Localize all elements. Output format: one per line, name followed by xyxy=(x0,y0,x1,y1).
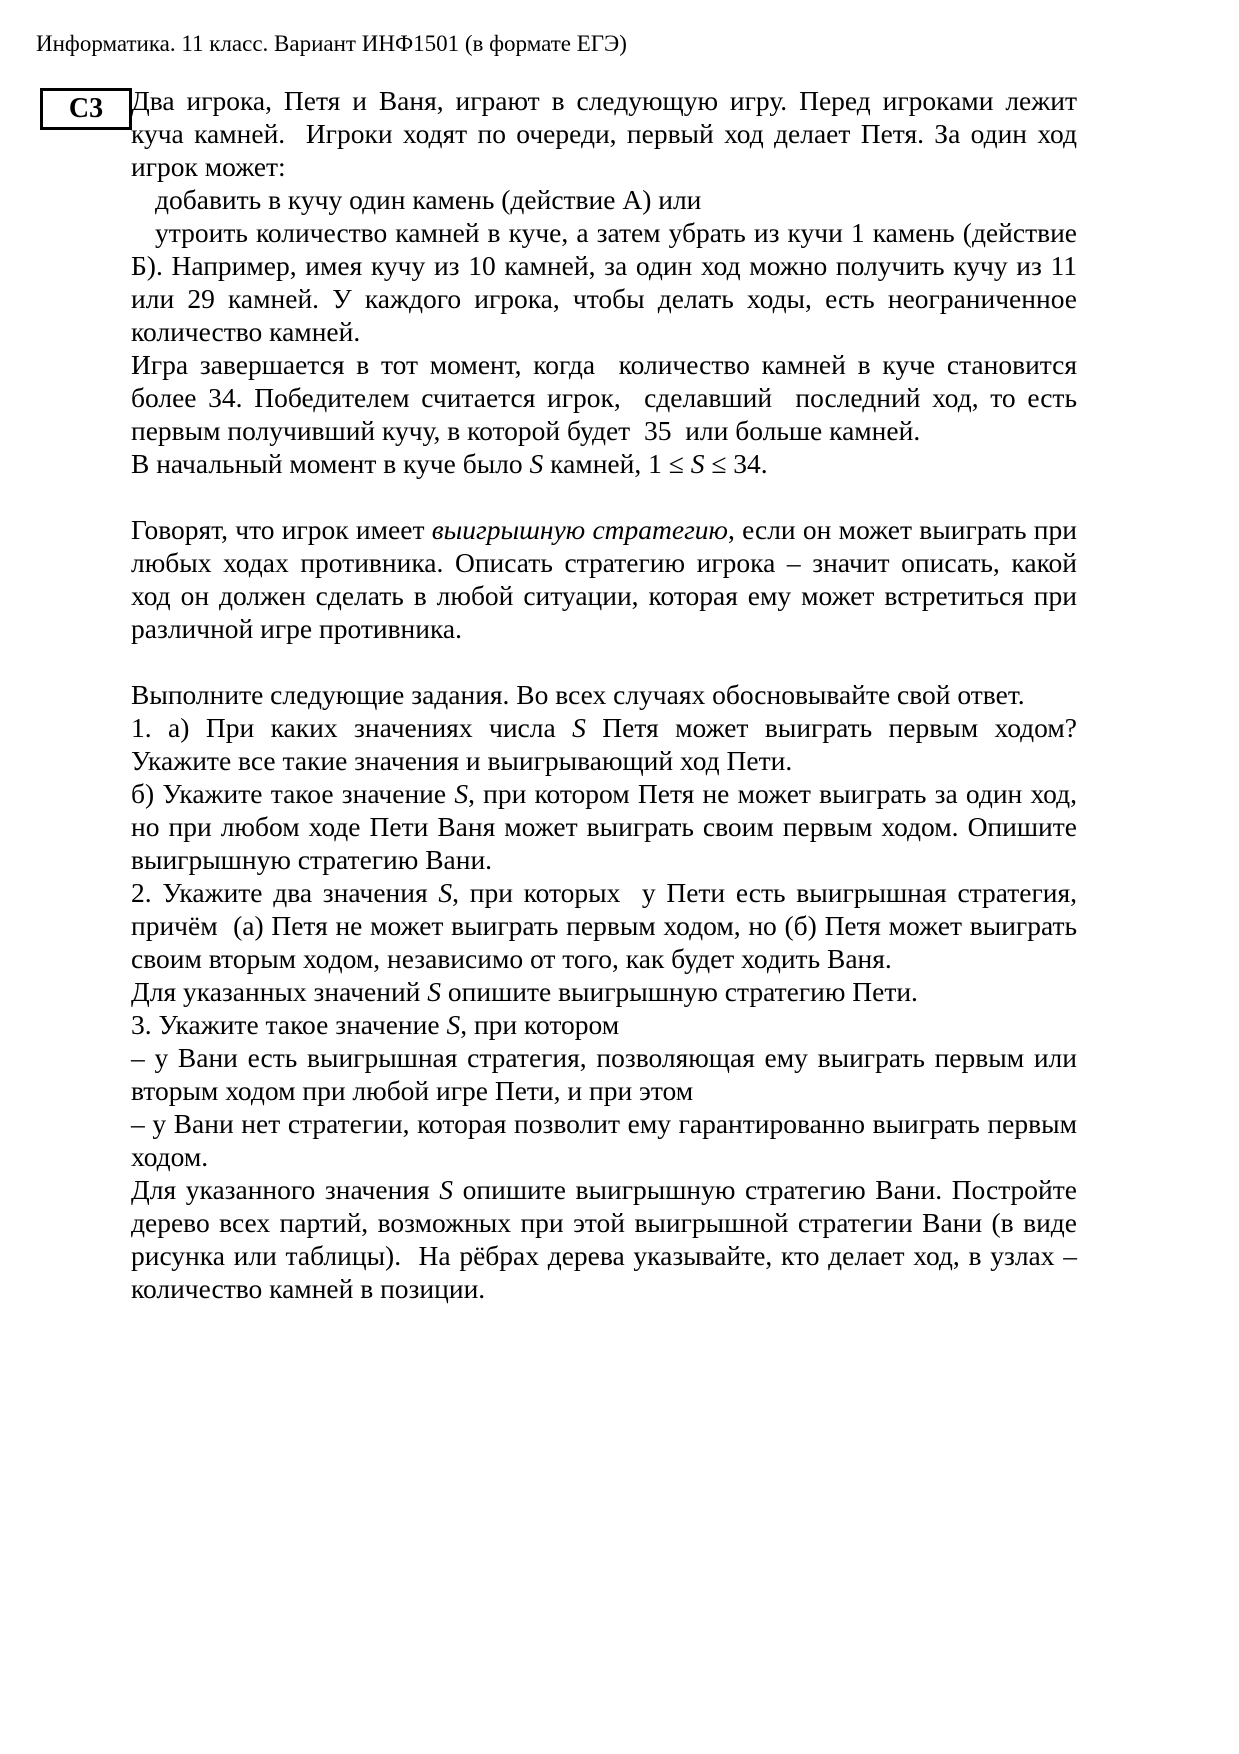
text-run: 2. Укажите два значения xyxy=(131,877,439,908)
emphasized-text: S xyxy=(572,712,586,743)
text-run: Для указанных значений xyxy=(131,976,428,1007)
text-run: Два игрока, Петя и Ваня, играют в следующую игру. Перед игроками лежит куча камней. Игроки ходят по очереди, первый ход делает Петя. За один ход игрок может: xyxy=(131,85,1084,182)
text-run: камней, 1 ≤ xyxy=(543,448,691,479)
emphasized-text: S xyxy=(690,448,705,479)
text-run: – у Вани нет стратегии, которая позволит ему гарантированно выиграть первым ходом. xyxy=(131,1108,1084,1172)
text-run: Говорят, что игрок имеет xyxy=(131,514,432,545)
text-run: Выполните следующие задания. Во всех случаях обосновывайте свой ответ. xyxy=(131,679,1025,710)
text-run: Игра завершается в тот момент, когда количество камней в куче становится более 34. Победителем считается игрок, сделавший последний ход, то есть первым получивший кучу, в которой будет 35 или больше камней. xyxy=(131,349,1084,446)
paragraph xyxy=(131,1107,1084,1173)
paragraph xyxy=(131,711,1084,777)
paragraph xyxy=(131,513,1084,645)
document-header: Информатика. 11 класс. Вариант ИНФ1501 (в формате ЕГЭ) xyxy=(36,31,627,56)
task-number-label: С3 xyxy=(68,93,104,124)
text-run: , если он может выиграть при любых ходах противника. Описать стратегию игрока – значит описать, какой ход он должен сделать в любой ситуации, которая ему может встретиться при различной игре противника. xyxy=(131,514,1084,644)
text-run: Для указанного значения xyxy=(131,1174,440,1205)
paragraph xyxy=(131,876,1084,975)
emphasized-text: S xyxy=(438,877,453,908)
paragraph xyxy=(131,1041,1084,1107)
text-run: , при которых у Пети есть выигрышная стратегия, причём (а) Петя не может выиграть первым ходом, но (б) Петя может выиграть своим вторым ходом, независимо от того, как будет ходить Ваня. xyxy=(131,877,1084,974)
paragraph xyxy=(131,975,1077,1008)
emphasized-text: S xyxy=(529,448,544,479)
paragraph xyxy=(131,1173,1084,1305)
text-run: опишите выигрышную стратегию Пети. xyxy=(441,976,918,1007)
paragraph xyxy=(131,216,1084,348)
emphasized-text: S xyxy=(446,1009,461,1040)
emphasized-text: S xyxy=(454,778,469,809)
paragraph xyxy=(131,1008,1077,1041)
paragraph xyxy=(131,84,1084,183)
task-text xyxy=(131,84,1084,1305)
text-run: – у Вани есть выигрышная стратегия, позволяющая ему выиграть первым или вторым ходом при любой игре Пети, и при этом xyxy=(131,1042,1084,1106)
text-run: ≤ 34. xyxy=(704,448,768,479)
paragraph xyxy=(131,678,1077,711)
text-run: 1. а) При каких значениях числа xyxy=(131,712,573,743)
text-run: добавить в кучу один камень (действие А) или xyxy=(155,184,702,215)
text-run: В начальный момент в куче было xyxy=(131,448,530,479)
text-run: опишите выигрышную стратегию Вани. Постройте дерево всех партий, возможных при этой выигрышной стратегии Вани (в виде рисунка или таблицы). На рёбрах дерева указывайте, кто делает ход, в узлах – количество камней в позиции. xyxy=(131,1174,1084,1304)
emphasized-text: выигрышную стратегию xyxy=(431,514,728,545)
text-run: Петя может выиграть первым ходом? Укажите все такие значения и выигрывающий ход Пети. xyxy=(131,712,1084,776)
task-number-box xyxy=(40,88,132,130)
emphasized-text: S xyxy=(427,976,442,1007)
text-run: б) Укажите такое значение xyxy=(131,778,455,809)
text-run: 3. Укажите такое значение xyxy=(131,1009,447,1040)
paragraph xyxy=(131,183,1077,216)
text-run: , при котором xyxy=(460,1009,620,1040)
text-run: , при котором Петя не может выиграть за один ход, но при любом ходе Пети Ваня может выиграть своим первым ходом. Опишите выигрышную стратегию Вани. xyxy=(131,778,1084,875)
text-run: утроить количество камней в куче, а затем убрать из кучи 1 камень (действие Б). Например, имея кучу из 10 камней, за один ход можно получить кучу из 11 или 29 камней. У каждого игрока, чтобы делать ходы, есть неограниченное количество камней. xyxy=(131,217,1084,347)
emphasized-text: S xyxy=(439,1174,454,1205)
paragraph xyxy=(131,447,1077,480)
paragraph xyxy=(131,348,1084,447)
paragraph xyxy=(131,777,1084,876)
